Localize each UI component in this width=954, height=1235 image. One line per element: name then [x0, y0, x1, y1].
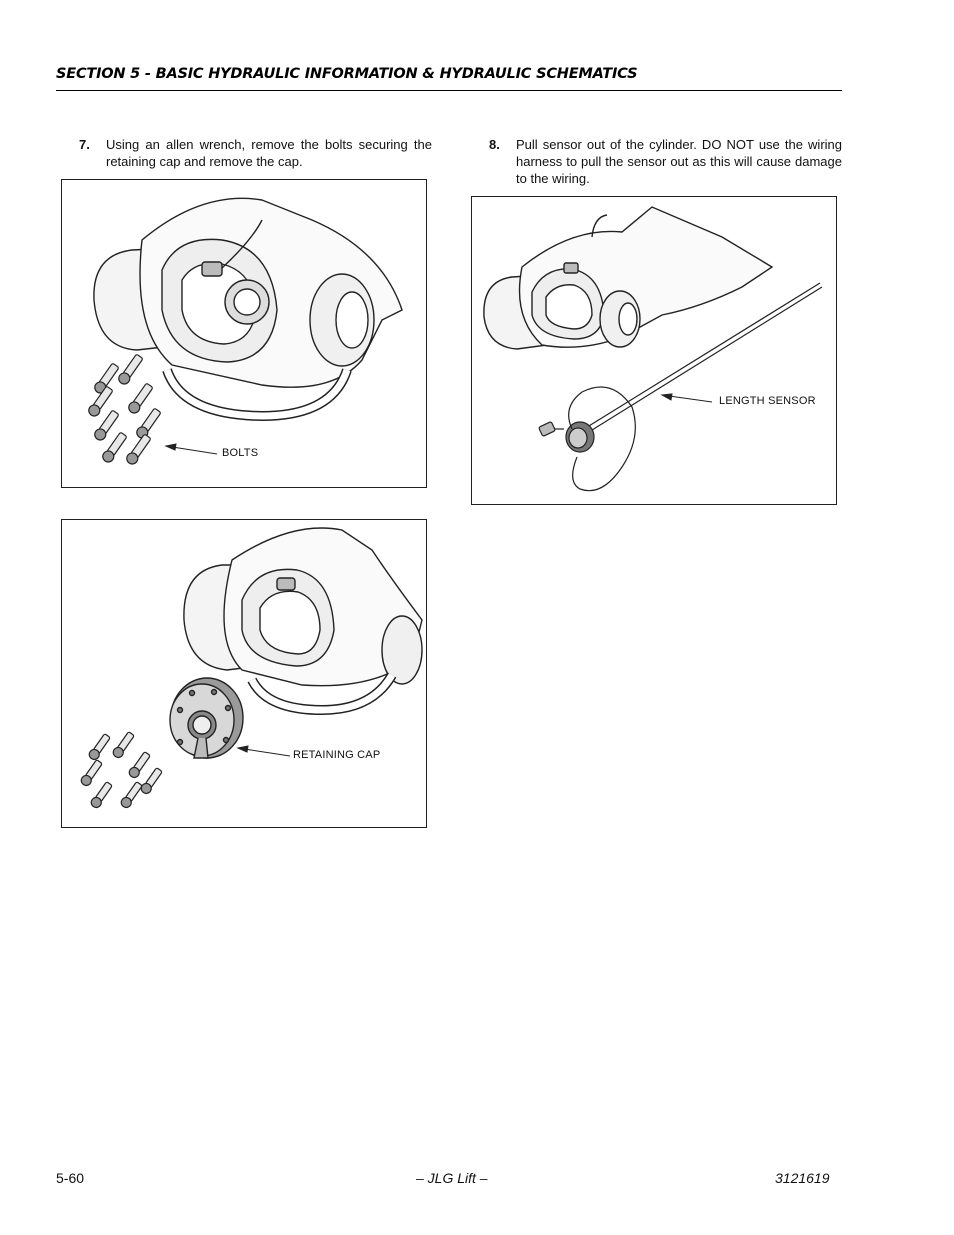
step-number: 7. [79, 137, 90, 152]
sensor-leader [662, 394, 712, 402]
step-7 [79, 136, 432, 172]
step-text: Using an allen wrench, remove the bolts securing the retaining cap and remove the cap. [106, 137, 432, 169]
figure-length-sensor [471, 196, 837, 505]
section-header [56, 66, 842, 82]
bolts-callout: BOLTS [222, 447, 259, 459]
retaining-cap-callout: RETAINING CAP [293, 749, 381, 761]
figure-bolts [61, 179, 427, 488]
step-text: Pull sensor out of the cylinder. DO NOT use the wiring harness to pull the sensor out as this will cause damage to the wiring. [516, 137, 842, 186]
step-8 [489, 136, 842, 190]
cylinder-cap-illustration [62, 520, 426, 827]
section-title: SECTION 5 - BASIC HYDRAULIC INFORMATION & HYDRAULIC SCHEMATICS [56, 66, 638, 82]
figure-retaining-cap [61, 519, 427, 828]
cylinder-bolts-illustration [62, 180, 426, 487]
retaining-cap [170, 678, 243, 758]
bolts-leader [166, 444, 217, 454]
header-rule [56, 90, 842, 91]
footer-center: – JLG Lift – [416, 1170, 488, 1186]
step-number: 8. [489, 137, 500, 152]
bolt-group [79, 731, 163, 810]
sensor-removal-illustration [472, 197, 836, 504]
cap-leader [238, 746, 290, 756]
document-number: 3121619 [775, 1170, 830, 1186]
length-sensor-callout: LENGTH SENSOR [719, 395, 816, 407]
bolt-group [87, 353, 163, 466]
page-number: 5-60 [56, 1170, 85, 1186]
